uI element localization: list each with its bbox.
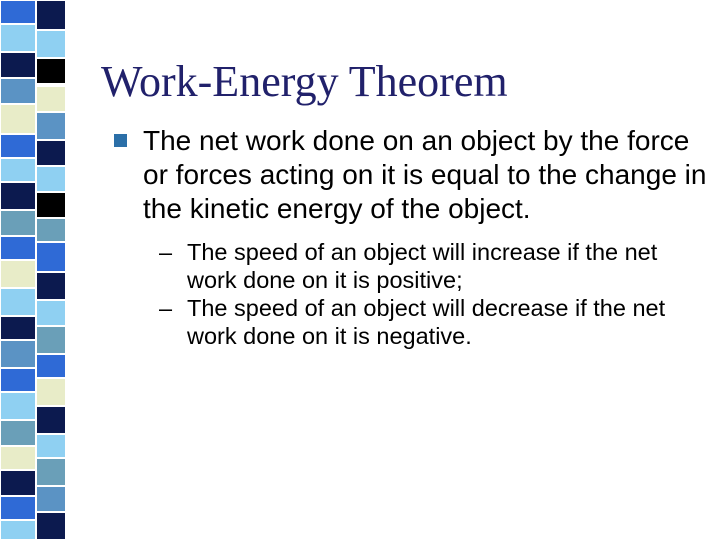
stripe-block xyxy=(0,0,36,24)
decorative-stripe-column xyxy=(0,0,66,540)
stripe-block xyxy=(36,30,66,58)
stripe-block xyxy=(0,470,36,496)
stripe-block xyxy=(36,458,66,486)
stripe-block xyxy=(0,288,36,316)
stripe-block xyxy=(36,272,66,300)
dash-bullet-icon: – xyxy=(159,239,173,265)
sub-bullet-item xyxy=(159,238,713,294)
stripe-block xyxy=(0,236,36,260)
stripe-block xyxy=(36,326,66,354)
stripe-block xyxy=(36,354,66,378)
stripe-block xyxy=(0,158,36,182)
stripe-block xyxy=(0,420,36,446)
bullet-item xyxy=(113,124,713,226)
stripe-block xyxy=(0,52,36,78)
sub-bullet-text: The speed of an object will increase if the net work done on it is positive; xyxy=(187,239,658,293)
bullet-text: The net work done on an object by the force or forces acting on it is equal to the change in the kinetic energy of the object. xyxy=(143,125,707,224)
stripe-block xyxy=(36,242,66,272)
stripe-block xyxy=(0,134,36,158)
stripe-block xyxy=(36,166,66,192)
square-bullet-icon xyxy=(114,134,127,147)
stripe-block xyxy=(36,112,66,140)
stripe-block xyxy=(0,260,36,288)
stripe-block xyxy=(0,210,36,236)
stripe-block xyxy=(36,140,66,166)
bullet-list xyxy=(113,124,713,350)
stripe-block xyxy=(36,434,66,458)
stripe-block xyxy=(0,368,36,392)
stripe-block xyxy=(0,316,36,340)
stripe-block xyxy=(0,496,36,520)
stripe-block xyxy=(0,182,36,210)
stripe-block xyxy=(36,406,66,434)
dash-bullet-icon: – xyxy=(159,295,173,321)
stripe-block xyxy=(36,58,66,84)
stripe-block xyxy=(0,24,36,52)
stripe-block xyxy=(36,512,66,540)
sub-bullet-item xyxy=(159,294,713,350)
stripe-block xyxy=(0,78,36,104)
slide-title: Work-Energy Theorem xyxy=(101,57,508,106)
sub-bullet-text: The speed of an object will decrease if the net work done on it is negative. xyxy=(187,295,666,349)
stripe-block xyxy=(36,300,66,326)
stripe-block xyxy=(36,218,66,242)
stripe-block xyxy=(36,0,66,30)
stripe-block xyxy=(36,378,66,406)
stripe-block xyxy=(36,486,66,512)
stripe-block xyxy=(0,520,36,540)
stripe-block xyxy=(0,340,36,368)
stripe-block xyxy=(36,86,66,112)
stripe-block xyxy=(0,392,36,420)
stripe-block xyxy=(36,192,66,218)
stripe-block xyxy=(0,446,36,470)
stripe-block xyxy=(0,104,36,134)
